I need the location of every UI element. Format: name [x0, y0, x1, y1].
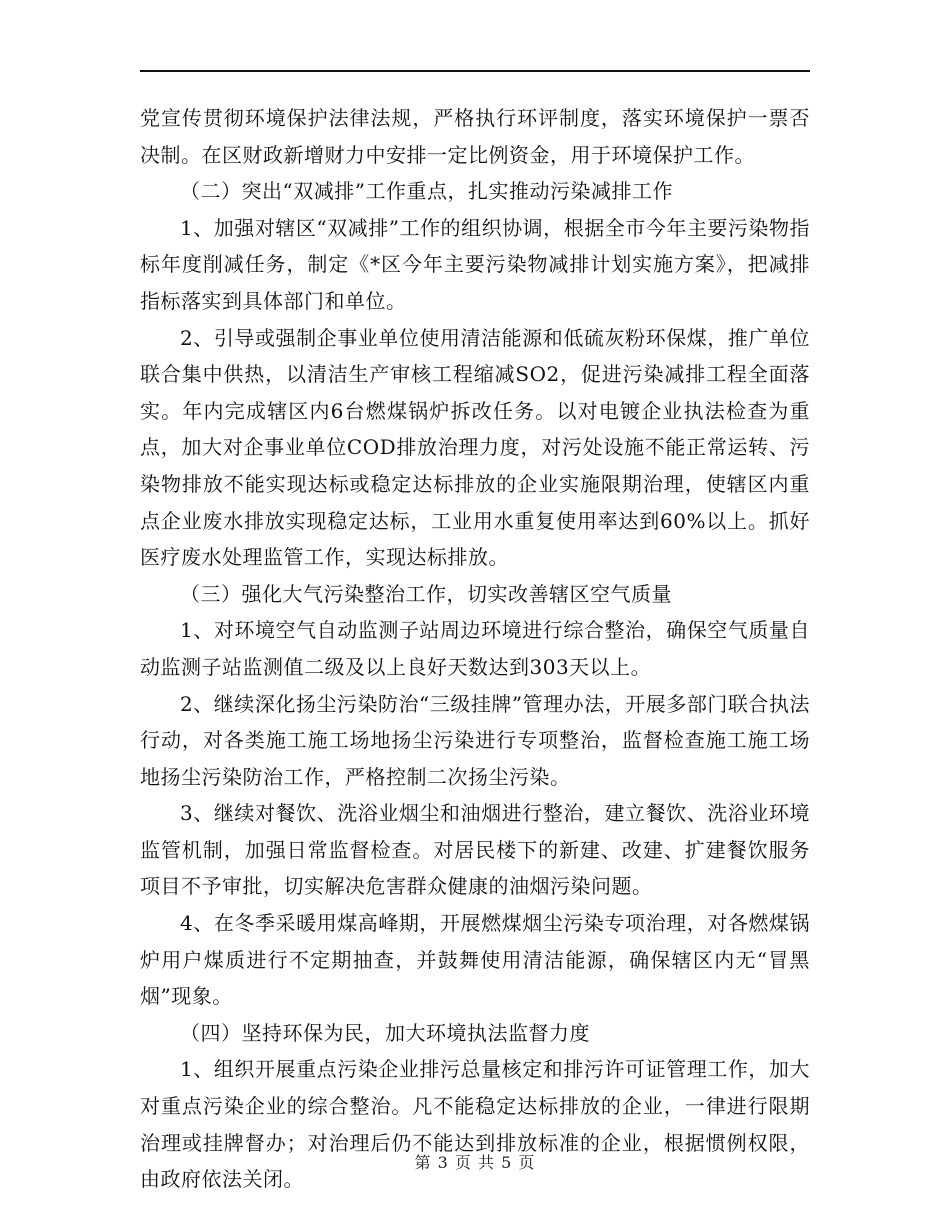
section-heading-two: （二）突出“双减排”工作重点，扎实推动污染减排工作 [180, 179, 673, 204]
paragraph-continuation: 党宣传贯彻环境保护法律法规，严格执行环评制度，落实环境保护一票否决制。在区财政新增财力中安排一定比例资金，用于环境保护工作。 [140, 106, 810, 167]
list-item: 2、继续深化扬尘污染防治“三级挂牌”管理办法，开展多部门联合执法行动，对各类施工施工场地扬尘污染进行专项整治，监督检查施工施工场地扬尘污染防治工作，严格控制二次扬尘污染。 [140, 691, 810, 789]
page-number-footer: 第 3 页 共 5 页 [414, 1153, 536, 1172]
header-rule [140, 70, 810, 72]
list-item: 4、在冬季采暖用煤高峰期，开展燃煤烟尘污染专项治理，对各燃煤锅炉用户煤质进行不定期抽查，并鼓舞使用清洁能源，确保辖区内无“冒黑烟”现象。 [140, 911, 810, 1009]
section-heading-three: （三）强化大气污染整治工作，切实改善辖区空气质量 [180, 581, 672, 606]
list-item: 1、加强对辖区“双减排”工作的组织协调，根据全市今年主要污染物指标年度削减任务，制定《*区今年主要污染物减排计划实施方案》，把减排指标落实到具体部门和单位。 [140, 215, 810, 313]
list-item: 3、继续对餐饮、洗浴业烟尘和油烟进行整治，建立餐饮、洗浴业环境监管机制，加强日常监督检查。对居民楼下的新建、改建、扩建餐饮服务项目不予审批，切实解决危害群众健康的油烟污染问题。 [140, 801, 810, 899]
list-item: 2、引导或强制企事业单位使用清洁能源和低硫灰粉环保煤，推广单位联合集中供热，以清洁生产审核工程缩减SO2，促进污染减排工程全面落实。年内完成辖区内6台燃煤锅炉拆改任务。以对电镀企业执法检查为重点，加大对企事业单位COD排放治理力度，对污处设施不能正常运转、污染物排放不能实现达标或稳定达标排放的企业实施限期治理，使辖区内重点企业废水排放实现稳定达标，工业用水重复使用率达到60%以上。抓好医疗废水处理监管工作，实现达标排放。 [140, 325, 810, 570]
list-item: 1、对环境空气自动监测子站周边环境进行综合整治，确保空气质量自动监测子站监测值二级及以上良好天数达到303天以上。 [140, 618, 810, 679]
document-body [140, 100, 810, 1198]
section-heading-four: （四）坚持环保为民，加大环境执法监督力度 [180, 1020, 590, 1045]
list-item: 1、组织开展重点污染企业排污总量核定和排污许可证管理工作，加大对重点污染企业的综合整治。凡不能稳定达标排放的企业，一律进行限期治理或挂牌督办；对治理后仍不能达到排放标准的企业，根据惯例权限，由政府依法关闭。 [140, 1057, 810, 1192]
